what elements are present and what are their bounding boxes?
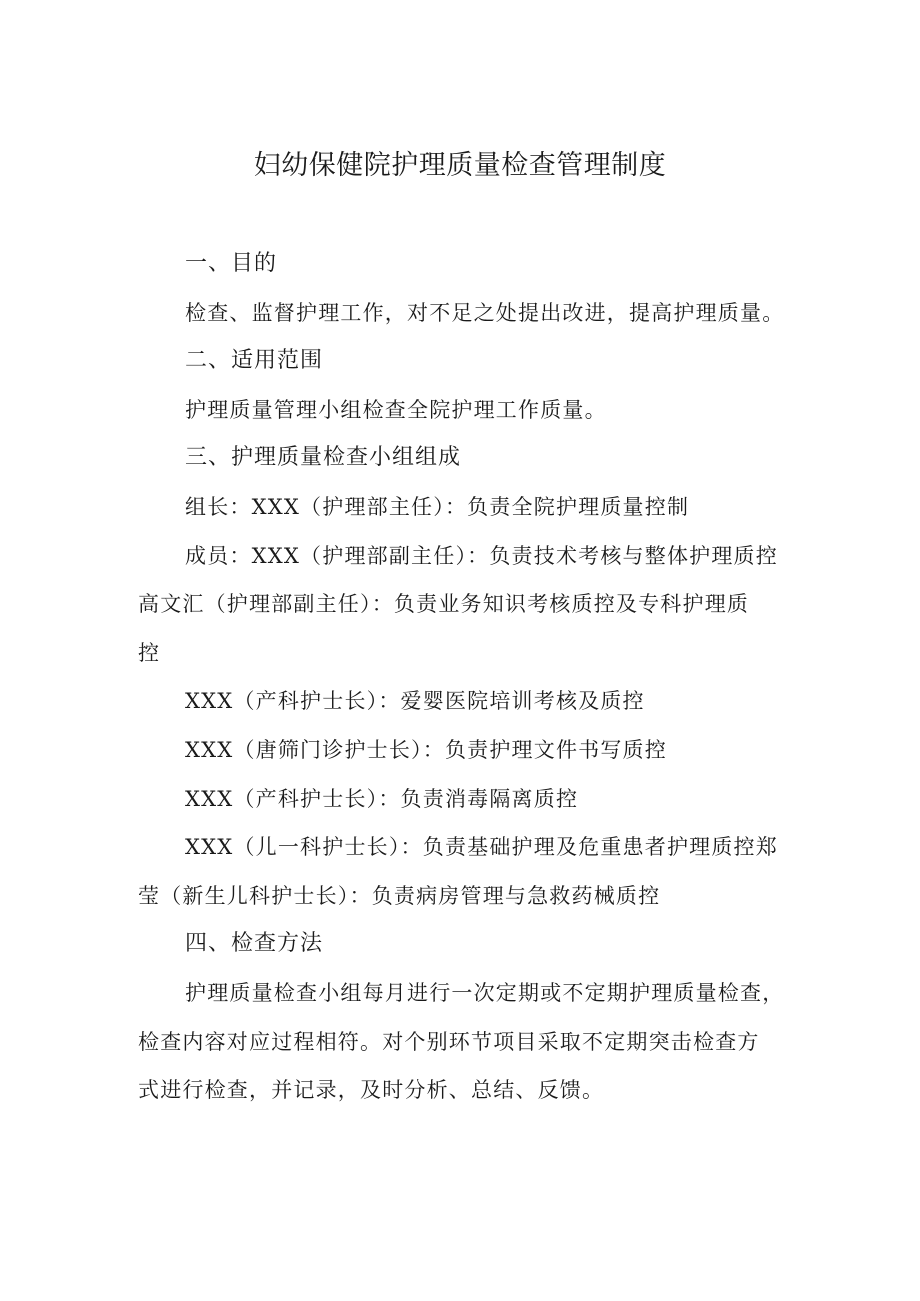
section-heading-method: 四、检查方法 [185,931,324,957]
team-member-line: XXX（产科护士长）：负责消毒隔离质控 [185,786,579,811]
document-body [138,240,813,1115]
paragraph-method: 式进行检查，并记录，及时分析、总结、反馈。 [138,1078,605,1103]
paragraph-method: 护理质量检查小组每月进行一次定期或不定期护理质量检查， [185,980,785,1005]
paragraph-purpose: 检查、监督护理工作，对不足之处提出改进，提高护理质量。 [185,300,785,325]
team-member-line: 控 [138,640,161,665]
paragraph-method: 检查内容对应过程相符。对个别环节项目采取不定期突击检查方 [138,1029,760,1054]
section-heading-purpose: 一、目的 [185,251,278,276]
team-member-line: XXX（唐筛门诊护士长）：负责护理文件书写质控 [185,737,667,762]
team-member-line: 莹（新生儿科护士长）：负责病房管理与急救药械质控 [138,883,661,908]
team-member-line: 高文汇（护理部副主任）：负责业务知识考核质控及专科护理质 [138,592,750,617]
team-member-line: XXX（产科护士长）：爱婴医院培训考核及质控 [185,689,645,714]
document-title: 妇幼保健院护理质量检查管理制度 [253,150,667,181]
team-member-line: 成员：XXX（护理部副主任）：负责技术考核与整体护理质控 [185,543,778,568]
team-member-line: XXX（儿一科护士长）：负责基础护理及危重患者护理质控郑 [185,835,778,860]
section-heading-team: 三、护理质量检查小组组成 [185,445,462,471]
paragraph-scope: 护理质量管理小组检查全院护理工作质量。 [185,397,607,422]
section-heading-scope: 二、适用范围 [185,348,324,374]
team-leader-line: 组长：XXX（护理部主任）：负责全院护理质量控制 [185,494,690,519]
